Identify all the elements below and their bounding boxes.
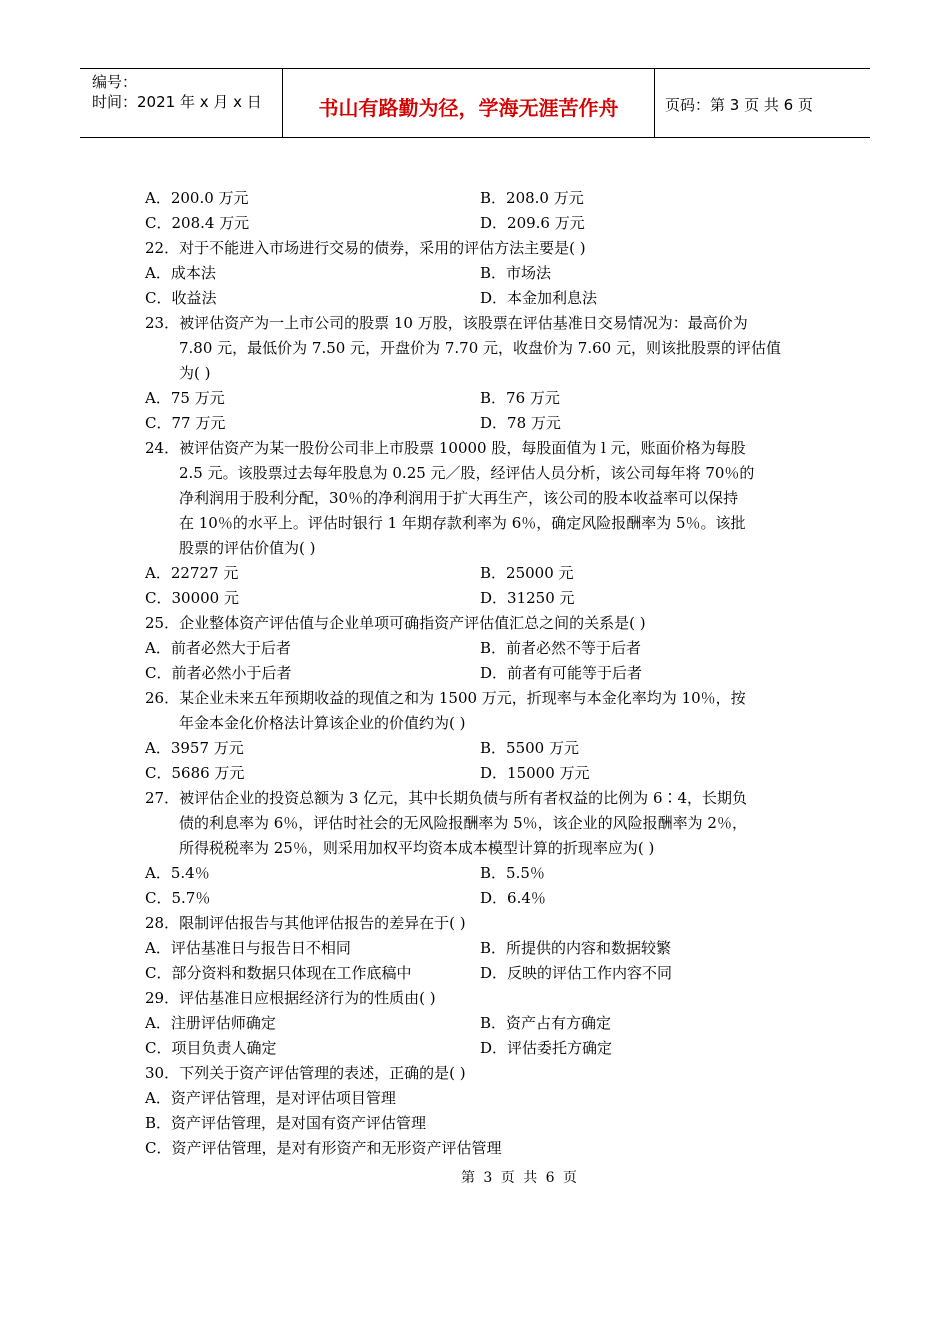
question-28: 28．限制评估报告与其他评估报告的差异在于( ): [145, 914, 466, 932]
option: C．208.4 万元: [145, 214, 250, 232]
option: C．30000 元: [145, 589, 239, 607]
option-row: [145, 761, 810, 786]
option: C．5.7％: [145, 889, 211, 907]
question-27-cont: 所得税税率为 25％，则采用加权平均资本成本模型计算的折现率应为( ): [179, 839, 655, 857]
page-header: [80, 68, 870, 138]
question-24-cont: 2.5 元。该股票过去每年股息为 0.25 元／股，经评估人员分析，该公司每年将 70％的: [179, 464, 755, 482]
option: A．注册评估师确定: [145, 1014, 276, 1032]
question-27-cont: 债的利息率为 6％，评估时社会的无风险报酬率为 5％，该企业的风险报酬率为 2％，: [179, 814, 747, 832]
question-content: [145, 186, 810, 1161]
option: D．31250 元: [480, 589, 575, 607]
option: B．前者必然不等于后者: [480, 639, 642, 657]
header-motto-cell: [283, 69, 655, 137]
option: D．78 万元: [480, 414, 561, 432]
option: B．76 万元: [480, 389, 560, 407]
code-label: 编号：: [92, 73, 138, 91]
question-26-cont: 年金本金化价格法计算该企业的价值约为( ): [179, 714, 466, 732]
option: B．市场法: [480, 264, 552, 282]
question-27: 27．被评估企业的投资总额为 3 亿元，其中长期负债与所有者权益的比例为 6∶4，长期负: [145, 789, 748, 807]
option: D．6.4％: [480, 889, 546, 907]
option-row: [145, 386, 810, 411]
option: A．5.4％: [145, 864, 210, 882]
option-row: [145, 1011, 810, 1036]
page-footer: [0, 1167, 950, 1187]
option: A．200.0 万元: [145, 189, 249, 207]
question-24-cont: 净利润用于股利分配，30％的净利润用于扩大再生产，该公司的股本收益率可以保持: [179, 489, 739, 507]
question-29: 29．评估基准日应根据经济行为的性质由( ): [145, 989, 436, 1007]
option: A．前者必然大于后者: [145, 639, 291, 657]
footer-page-number: 第 3 页 共 6 页: [460, 1170, 580, 1186]
option: A．3957 万元: [145, 739, 244, 757]
option: B．208.0 万元: [480, 189, 584, 207]
option-row: [145, 411, 810, 436]
option: B．25000 元: [480, 564, 574, 582]
question-23-cont: 为( ): [179, 364, 211, 382]
motto-text: 书山有路勤为径，学海无涯苦作舟: [318, 96, 619, 120]
option: A．22727 元: [145, 564, 239, 582]
question-30: 30．下列关于资产评估管理的表述，正确的是( ): [145, 1064, 466, 1082]
option-row: [145, 636, 810, 661]
option-row: [145, 661, 810, 686]
question-26: 26．某企业未来五年预期收益的现值之和为 1500 万元，折现率与本金化率均为 10％，按: [145, 689, 746, 707]
option: D．评估委托方确定: [480, 1039, 613, 1057]
option-row: [145, 586, 810, 611]
option: C．前者必然小于后者: [145, 664, 292, 682]
option: B．资产评估管理，是对国有资产评估管理: [145, 1114, 427, 1132]
option: B．资产占有方确定: [480, 1014, 612, 1032]
option: C．77 万元: [145, 414, 226, 432]
option: D．前者有可能等于后者: [480, 664, 643, 682]
option-row: [145, 886, 810, 911]
page-number-label: 页码：第 3 页 共 6 页: [665, 96, 813, 114]
option-row: [145, 861, 810, 886]
question-23-cont: 7.80 元，最低价为 7.50 元，开盘价为 7.70 元，收盘价为 7.60 元，则该批股票的评估值: [179, 339, 781, 357]
time-label: 时间：2021 年 x 月 x 日: [92, 93, 262, 111]
header-meta-cell: [80, 69, 283, 137]
option-row: [145, 186, 810, 211]
option: D．15000 万元: [480, 764, 590, 782]
option-row: [145, 736, 810, 761]
option: D．本金加利息法: [480, 289, 598, 307]
option: A．评估基准日与报告日不相同: [145, 939, 351, 957]
option: B．所提供的内容和数据较繁: [480, 939, 672, 957]
option-row: [145, 1036, 810, 1061]
option: C．项目负责人确定: [145, 1039, 277, 1057]
option: B．5.5％: [480, 864, 545, 882]
option: C．收益法: [145, 289, 217, 307]
option-row: [145, 211, 810, 236]
option-row: [145, 961, 810, 986]
question-24: 24．被评估资产为某一股份公司非上市股票 10000 股，每股面值为 l 元，账面价格为每股: [145, 439, 746, 457]
option-row: [145, 261, 810, 286]
option: D．反映的评估工作内容不同: [480, 964, 673, 982]
option: A．75 万元: [145, 389, 225, 407]
option-row: [145, 286, 810, 311]
header-page-cell: [655, 69, 870, 137]
question-22: 22．对于不能进入市场进行交易的债券，采用的评估方法主要是( ): [145, 239, 586, 257]
question-24-cont: 在 10％的水平上。评估时银行 1 年期存款利率为 6％，确定风险报酬率为 5％。该批: [179, 514, 746, 532]
option: C．资产评估管理，是对有形资产和无形资产评估管理: [145, 1139, 502, 1157]
question-23: 23．被评估资产为一上市公司的股票 10 万股，该股票在评估基准日交易情况为：最高价为: [145, 314, 748, 332]
option-row: [145, 561, 810, 586]
option: C．5686 万元: [145, 764, 245, 782]
question-24-cont: 股票的评估价值为( ): [179, 539, 316, 557]
option: A．资产评估管理，是对评估项目管理: [145, 1089, 396, 1107]
option-row: [145, 936, 810, 961]
option: A．成本法: [145, 264, 216, 282]
option: C．部分资料和数据只体现在工作底稿中: [145, 964, 412, 982]
question-25: 25．企业整体资产评估值与企业单项可确指资产评估值汇总之间的关系是( ): [145, 614, 646, 632]
option: B．5500 万元: [480, 739, 579, 757]
option: D．209.6 万元: [480, 214, 585, 232]
